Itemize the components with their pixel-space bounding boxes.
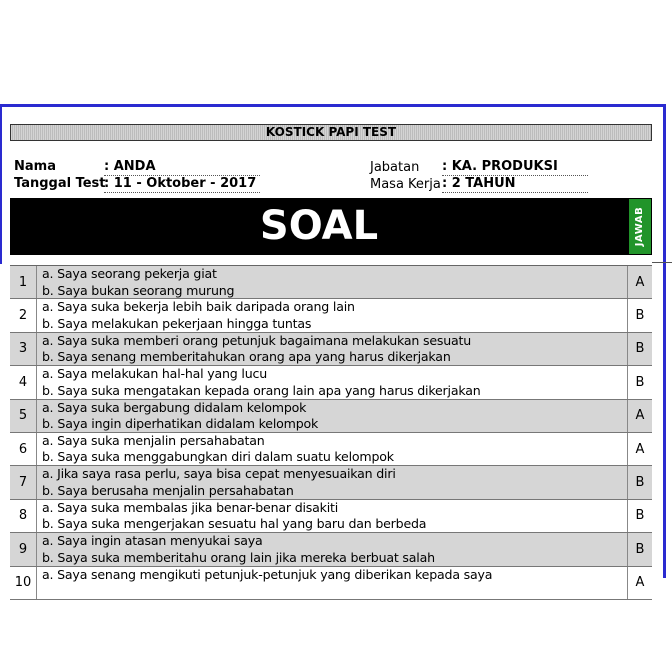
- option-b: b. Saya suka mengerjakan sesuatu hal yang baru dan berbeda: [42, 516, 427, 532]
- question-table: [10, 265, 652, 591]
- option-a: a. Saya senang mengikuti petunjuk-petunjuk yang diberikan kepada saya: [42, 566, 493, 582]
- nama-value: : ANDA: [104, 159, 260, 176]
- question-options: [37, 533, 627, 565]
- table-row: [10, 466, 652, 499]
- masa-kerja-value: : 2 TAHUN: [442, 176, 588, 193]
- table-row: [10, 266, 652, 299]
- tanggal-label: Tanggal Test: [14, 176, 106, 191]
- divider-line: [652, 262, 672, 263]
- question-options: [37, 466, 627, 498]
- table-row: [10, 433, 652, 466]
- question-number: 1: [10, 266, 37, 298]
- option-b: b. Saya suka memberitahu orang lain jika mereka berbuat salah: [42, 549, 435, 565]
- question-number: 6: [10, 433, 37, 465]
- answer-cell[interactable]: B: [627, 299, 652, 331]
- option-b: b. Saya senang memberitahukan orang apa yang harus dikerjakan: [42, 349, 451, 365]
- option-a: a. Jika saya rasa perlu, saya bisa cepat menyesuaikan diri: [42, 466, 396, 482]
- answer-cell[interactable]: A: [627, 400, 652, 432]
- answer-cell[interactable]: B: [627, 533, 652, 565]
- table-row: [10, 400, 652, 433]
- table-row: [10, 299, 652, 332]
- option-b: b. Saya suka mengatakan kepada orang lain apa yang harus dikerjakan: [42, 382, 481, 398]
- table-row: [10, 533, 652, 566]
- table-row: [10, 333, 652, 366]
- option-a: a. Saya seorang pekerja giat: [42, 266, 217, 281]
- frame-left-border: [0, 104, 2, 264]
- jawab-header: [628, 198, 652, 255]
- soal-banner: SOAL: [10, 198, 628, 255]
- option-a: a. Saya suka menjalin persahabatan: [42, 432, 265, 448]
- question-number: 4: [10, 366, 37, 398]
- option-a: a. Saya suka memberi orang petunjuk bagaimana melakukan sesuatu: [42, 332, 472, 348]
- question-number: 7: [10, 466, 37, 498]
- document-title: KOSTICK PAPI TEST: [10, 124, 652, 141]
- option-a: a. Saya ingin atasan menyukai saya: [42, 533, 263, 549]
- nama-label: Nama: [14, 159, 56, 174]
- table-row: [10, 567, 652, 600]
- jabatan-label: Jabatan: [370, 160, 420, 175]
- question-options: [37, 433, 627, 465]
- answer-cell[interactable]: B: [627, 366, 652, 398]
- question-options: [37, 299, 627, 331]
- question-options: [37, 366, 627, 398]
- option-b: b. Saya suka menggabungkan diri dalam suatu kelompok: [42, 449, 394, 465]
- jawab-label: JAWAB: [634, 206, 646, 247]
- question-number: 10: [10, 567, 37, 599]
- option-a: a. Saya suka bekerja lebih baik daripada orang lain: [42, 299, 355, 315]
- jabatan-value: : KA. PRODUKSI: [442, 159, 588, 176]
- jawab-header-fill: [629, 199, 651, 254]
- option-b: b. Saya ingin diperhatikan didalam kelompok: [42, 416, 319, 432]
- answer-cell[interactable]: B: [627, 333, 652, 365]
- answer-cell[interactable]: A: [627, 266, 652, 298]
- question-options: [37, 333, 627, 365]
- option-b: b. Saya berusaha menjalin persahabatan: [42, 482, 294, 498]
- option-b: b. Saya bukan seorang murung: [42, 282, 235, 298]
- question-options: [37, 400, 627, 432]
- option-a: a. Saya suka membalas jika benar-benar disakiti: [42, 499, 339, 515]
- table-row: [10, 500, 652, 533]
- option-b: b. Saya melakukan pekerjaan hingga tuntas: [42, 315, 312, 331]
- question-number: 9: [10, 533, 37, 565]
- tanggal-value: : 11 - Oktober - 2017: [104, 176, 260, 193]
- question-number: 8: [10, 500, 37, 532]
- answer-cell[interactable]: A: [627, 567, 652, 599]
- question-number: 2: [10, 299, 37, 331]
- question-number: 5: [10, 400, 37, 432]
- answer-cell[interactable]: B: [627, 500, 652, 532]
- option-a: a. Saya melakukan hal-hal yang lucu: [42, 366, 267, 382]
- table-row: [10, 366, 652, 399]
- option-a: a. Saya suka bergabung didalam kelompok: [42, 399, 307, 415]
- question-options: [37, 567, 627, 599]
- answer-cell[interactable]: A: [627, 433, 652, 465]
- answer-cell[interactable]: B: [627, 466, 652, 498]
- question-options: [37, 500, 627, 532]
- question-options: [37, 266, 627, 298]
- question-number: 3: [10, 333, 37, 365]
- masa-kerja-label: Masa Kerja: [370, 177, 441, 192]
